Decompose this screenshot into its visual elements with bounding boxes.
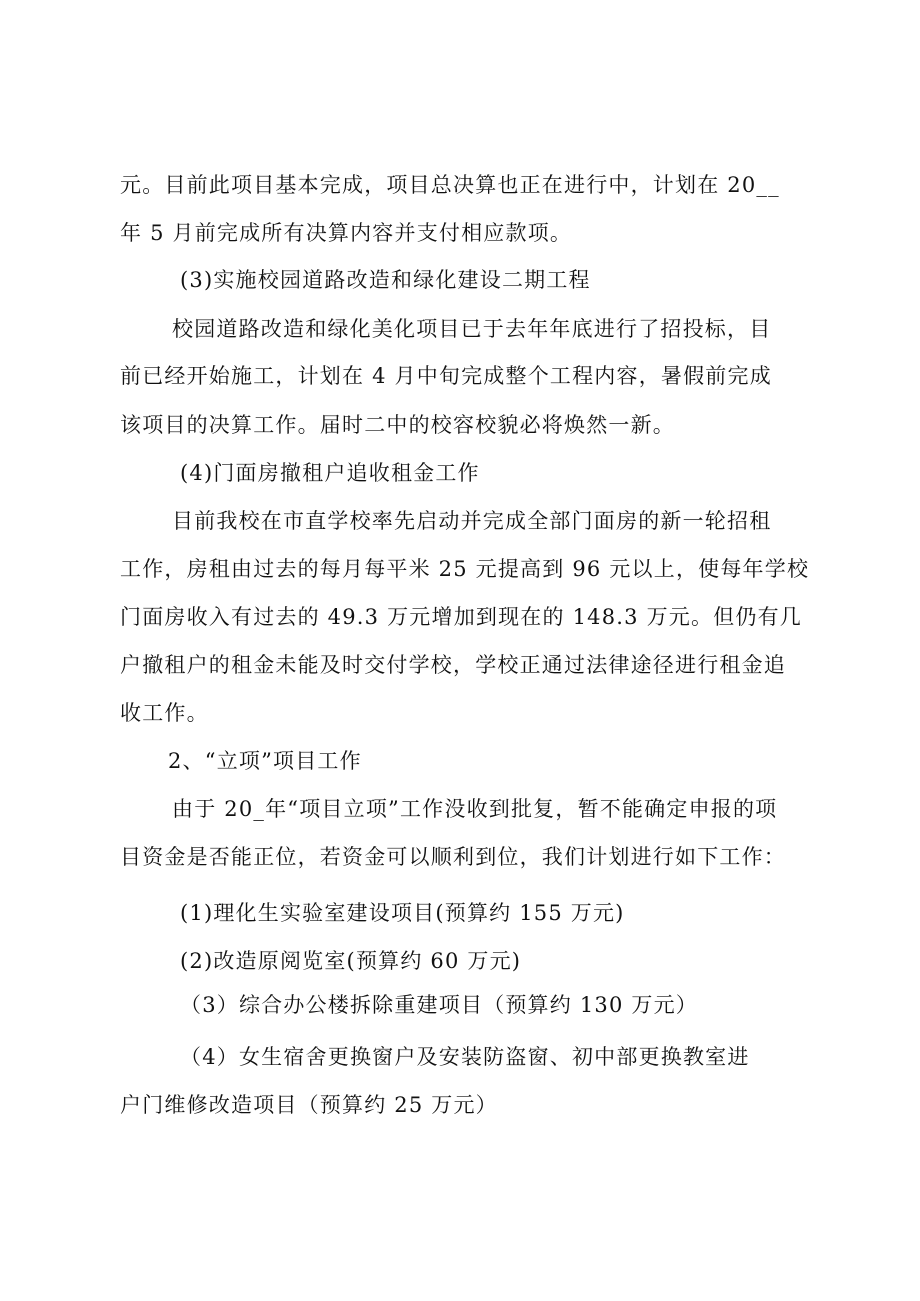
list-item: (1)理化生实验室建设项目(预算约 155 万元) bbox=[180, 901, 625, 925]
text-line: 目资金是否能正位，若资金可以顺利到位，我们计划进行如下工作： bbox=[120, 845, 786, 869]
section-heading: (3)实施校园道路改造和绿化建设二期工程 bbox=[180, 268, 591, 292]
text-line: 由于 20_年“项目立项”工作没收到批复，暂不能确定申报的项 bbox=[172, 797, 778, 821]
text-line: 收工作。 bbox=[120, 701, 209, 725]
text-line: 户门维修改造项目（预算约 25 万元） bbox=[120, 1093, 498, 1117]
section-heading: 2、“立项”项目工作 bbox=[168, 749, 362, 773]
list-item: （3）综合办公楼拆除重建项目（预算约 130 万元） bbox=[180, 993, 698, 1017]
text-line: 门面房收入有过去的 49.3 万元增加到现在的 148.3 万元。但仍有几 bbox=[120, 605, 802, 629]
text-line: 目前我校在市直学校率先启动并完成全部门面房的新一轮招租 bbox=[172, 509, 772, 533]
section-heading: (4)门面房撤租户追收租金工作 bbox=[180, 461, 480, 485]
text-line: 户撤租户的租金未能及时交付学校，学校正通过法律途径进行租金追 bbox=[120, 653, 786, 677]
text-line: 元。目前此项目基本完成，项目总决算也正在进行中，计划在 20__ bbox=[120, 173, 780, 197]
text-line: 年 5 月前完成所有决算内容并支付相应款项。 bbox=[120, 221, 573, 245]
list-item: (2)改造原阅览室(预算约 60 万元) bbox=[180, 949, 522, 973]
list-item: （4）女生宿舍更换窗户及安装防盗窗、初中部更换教室进 bbox=[180, 1045, 750, 1069]
text-line: 前已经开始施工，计划在 4 月中旬完成整个工程内容，暑假前完成 bbox=[120, 364, 772, 388]
text-line: 该项目的决算工作。届时二中的校容校貌必将焕然一新。 bbox=[120, 413, 675, 437]
text-line: 工作，房租由过去的每月每平米 25 元提高到 96 元以上，使每年学校 bbox=[120, 557, 810, 581]
text-line: 校园道路改造和绿化美化项目已于去年年底进行了招投标，目 bbox=[172, 317, 772, 341]
